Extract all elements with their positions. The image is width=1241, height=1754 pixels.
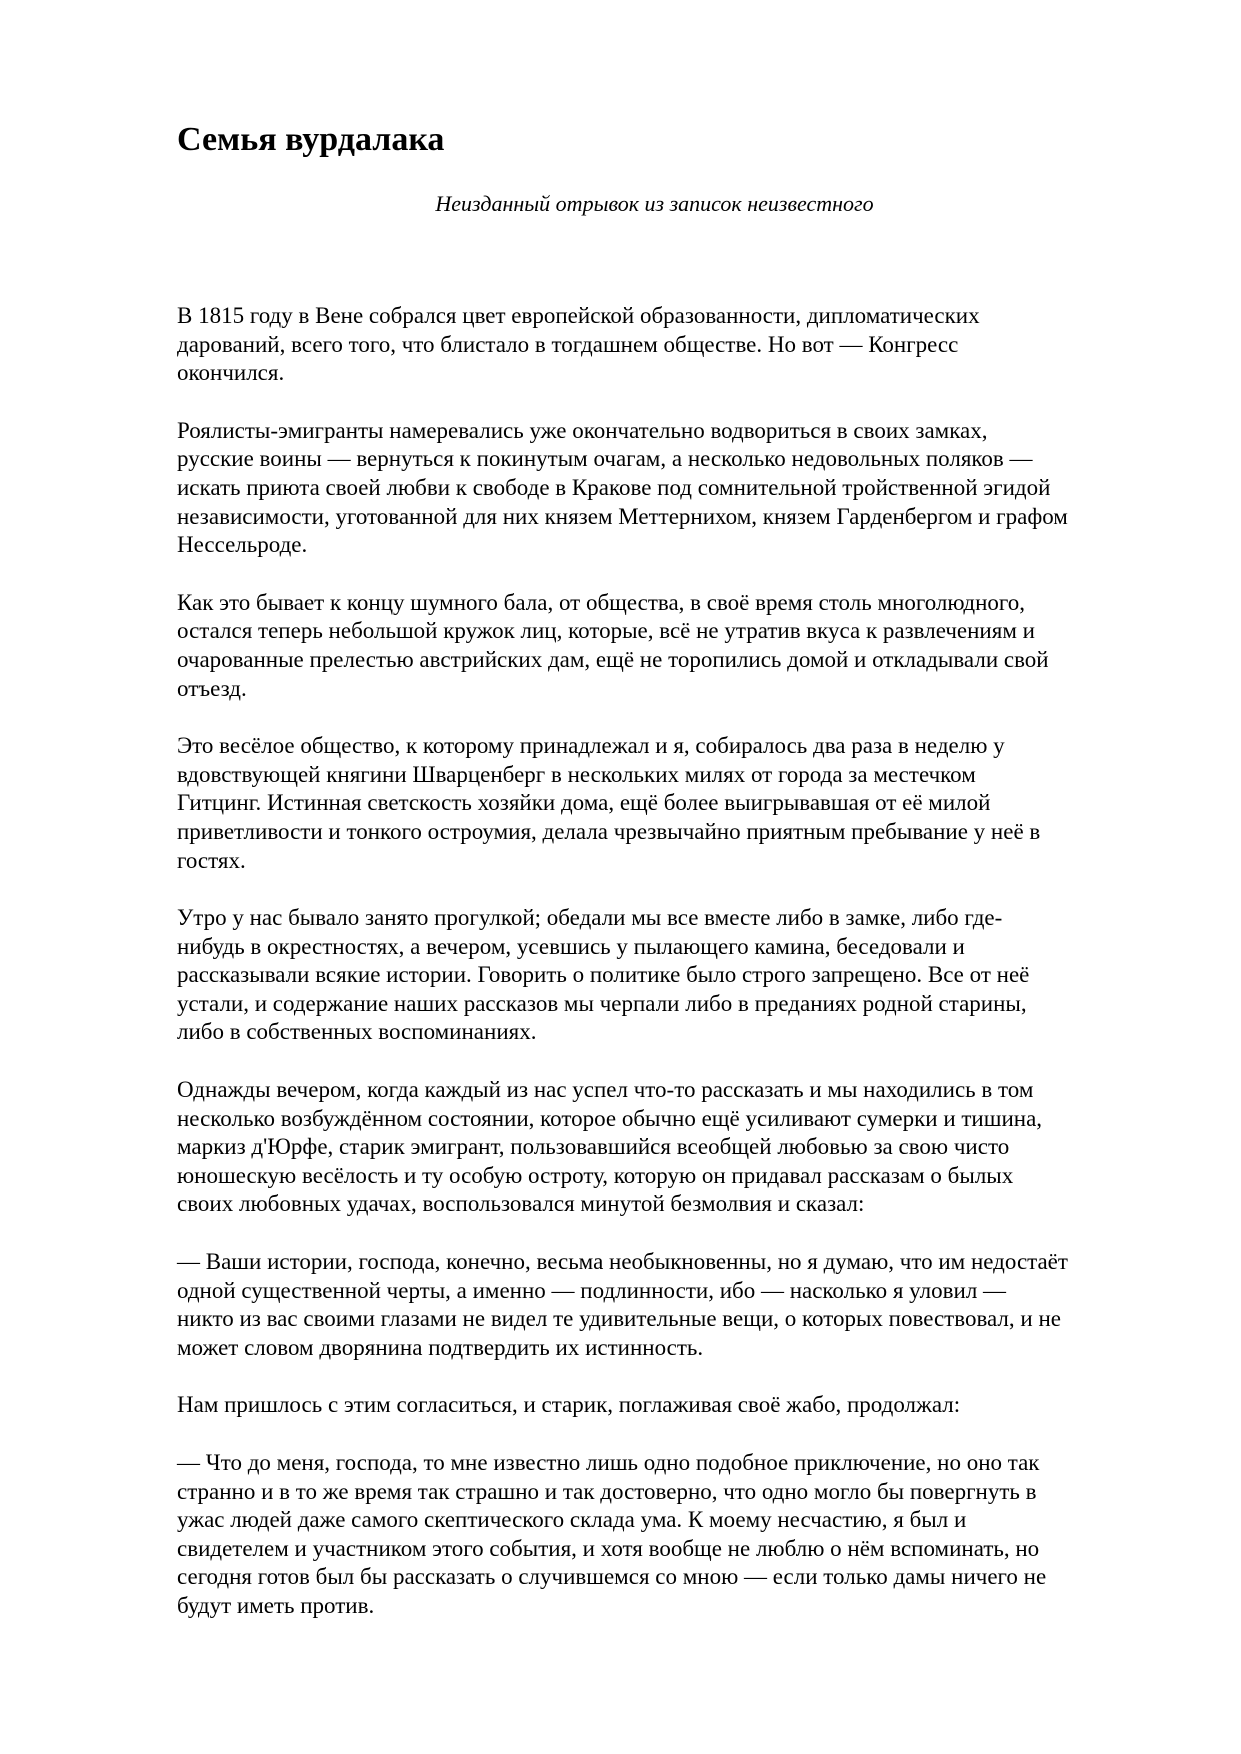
- text-line: Как это бывает к концу шумного бала, от общества, в своё время столь многолюдного,: [177, 589, 1026, 615]
- text-line: будут иметь против.: [177, 1592, 375, 1618]
- text-line: странно и в то же время так страшно и так достоверно, что одно могло бы повергнуть в: [177, 1478, 1037, 1504]
- text-line: Гитцинг. Истинная светскость хозяйки дома, ещё более выигрывавшая от её милой: [177, 790, 991, 816]
- text-line: приветливости и тонкого остроумия, делала чрезвычайно приятным пребывание у неё в: [177, 818, 1041, 844]
- text-line: вдовствующей княгини Шварценберг в нескольких милях от города за местечком: [177, 761, 976, 787]
- text-line: либо в собственных воспоминаниях.: [177, 1019, 537, 1045]
- text-line: Нам пришлось с этим согласиться, и старик, поглаживая своё жабо, продолжал:: [177, 1392, 961, 1418]
- text-line: независимости, уготованной для них князем Меттернихом, князем Гарденбергом и графом: [177, 503, 1068, 529]
- text-line: маркиз д'Юрфе, старик эмигрант, пользовавшийся всеобщей любовью за свою чисто: [177, 1134, 1010, 1160]
- text-line: своих любовных удачах, воспользовался минутой безмолвия и сказал:: [177, 1191, 865, 1217]
- text-line: Это весёлое общество, к которому принадлежал и я, собиралось два раза в неделю у: [177, 733, 1005, 759]
- text-line: Роялисты-эмигранты намеревались уже окончательно водвориться в своих замках,: [177, 417, 988, 443]
- text-line: русские воины — вернуться к покинутым очагам, а несколько недовольных поляков —: [177, 446, 1033, 472]
- text-line: нибудь в окрестностях, а вечером, усевшись у пылающего камина, беседовали и: [177, 933, 965, 959]
- text-line: гостях.: [177, 847, 246, 873]
- paragraph: [177, 589, 1162, 703]
- text-line: Нессельроде.: [177, 532, 308, 558]
- text-line: В 1815 году в Вене собрался цвет европейской образованности, дипломатических: [177, 303, 980, 328]
- paragraph: [177, 1391, 1162, 1420]
- text-line: сегодня готов был бы рассказать о случившемся со мною — если только дамы ничего не: [177, 1564, 1047, 1590]
- document-body: [177, 302, 1162, 1650]
- paragraph: [177, 1076, 1162, 1219]
- text-line: остался теперь небольшой кружок лиц, которые, всё не утратив вкуса к развлечениям и: [177, 618, 1035, 644]
- paragraph: [177, 1248, 1162, 1362]
- text-line: окончился.: [177, 360, 285, 386]
- text-line: отъезд.: [177, 675, 247, 701]
- document-title: Семья вурдалака: [177, 121, 445, 158]
- text-line: юношескую весёлость и ту особую остроту, которую он придавал рассказам о былых: [177, 1162, 1014, 1188]
- paragraph: [177, 1449, 1162, 1621]
- text-line: — Что до меня, господа, то мне известно лишь одно подобное приключение, но оно так: [177, 1450, 1040, 1475]
- text-line: одной существенной черты, а именно — подлинности, ибо — насколько я уловил —: [177, 1277, 1007, 1303]
- document-subtitle: Неизданный отрывок из записок неизвестного: [435, 191, 874, 216]
- paragraph: [177, 732, 1162, 875]
- text-line: ужас людей даже самого скептического склада ума. К моему несчастию, я был и: [177, 1507, 967, 1533]
- text-line: рассказывали всякие истории. Говорить о политике было строго запрещено. Все от неё: [177, 962, 1030, 988]
- text-line: может словом дворянина подтвердить их истинность.: [177, 1334, 704, 1360]
- text-line: Утро у нас бывало занято прогулкой; обедали мы все вместе либо в замке, либо где-: [177, 905, 1003, 931]
- text-line: устали, и содержание наших рассказов мы черпали либо в преданиях родной старины,: [177, 990, 1027, 1016]
- paragraph: [177, 904, 1162, 1047]
- text-line: несколько возбуждённом состоянии, которое обычно ещё усиливают сумерки и тишина,: [177, 1105, 1043, 1131]
- text-line: свидетелем и участником этого события, и хотя вообще не люблю о нём вспоминать, но: [177, 1535, 1040, 1561]
- text-line: искать приюта своей любви к свободе в Кракове под сомнительной тройственной эгидой: [177, 474, 1051, 500]
- text-line: очарованные прелестью австрийских дам, ещё не торопились домой и откладывали свой: [177, 646, 1049, 672]
- text-line: никто из вас своими глазами не видел те удивительные вещи, о которых повествовал, и не: [177, 1306, 1061, 1332]
- paragraph: [177, 417, 1162, 560]
- text-line: — Ваши истории, господа, конечно, весьма необыкновенны, но я думаю, что им недостаёт: [177, 1249, 1068, 1275]
- text-line: дарований, всего того, что блистало в тогдашнем обществе. Но вот — Конгресс: [177, 331, 959, 357]
- paragraph: [177, 302, 1162, 388]
- text-line: Однажды вечером, когда каждый из нас успел что-то рассказать и мы находились в том: [177, 1077, 1034, 1103]
